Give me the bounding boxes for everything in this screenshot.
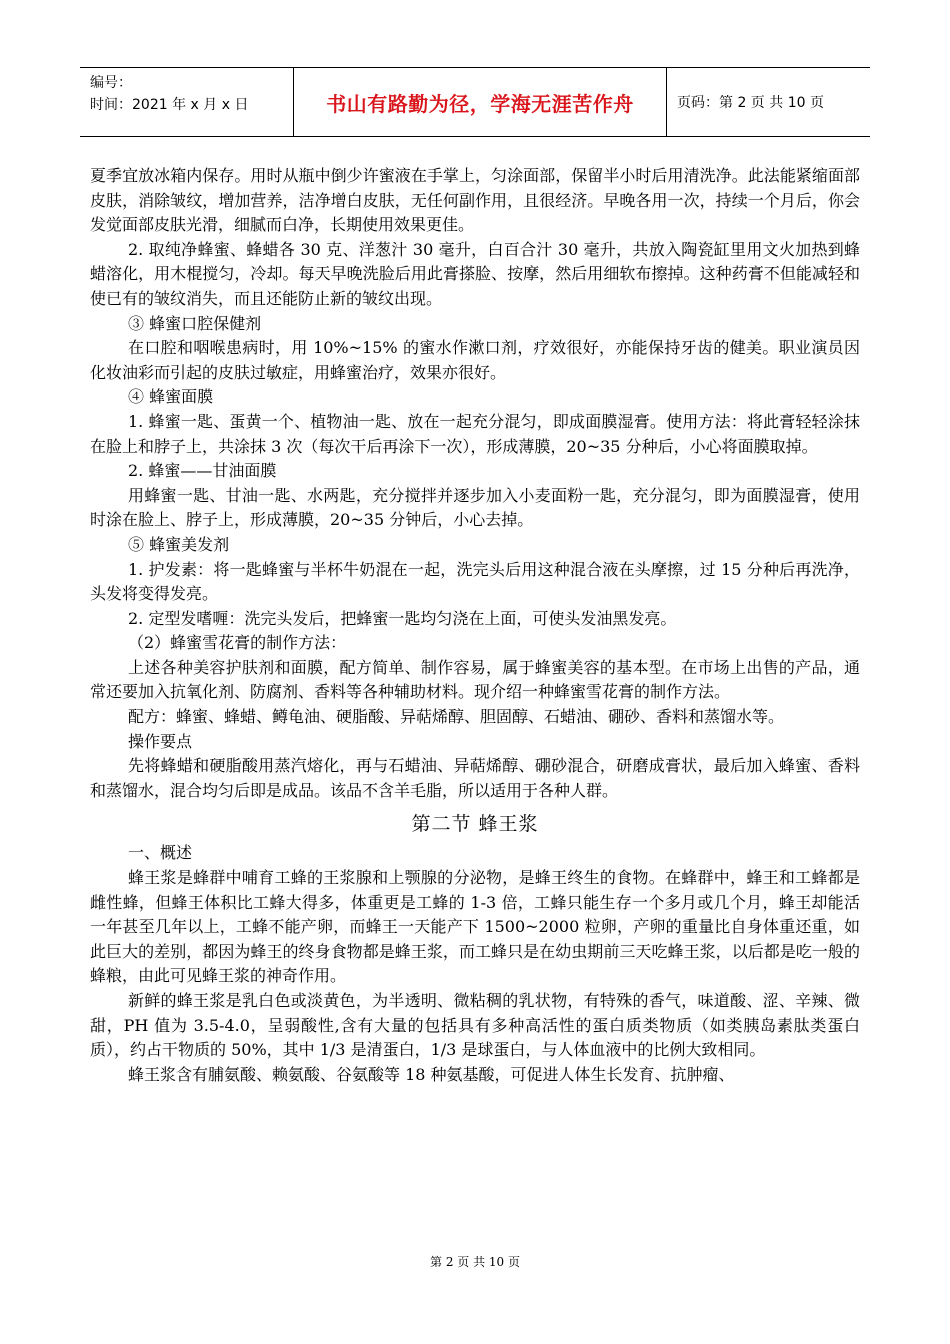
body-paragraph: ③ 蜂蜜口腔保健剂 (128, 313, 262, 333)
body-paragraph: 在口腔和咽喉患病时，用 10%~15% 的蜜水作漱口剂，疗效很好，亦能保持牙齿的健美。职业演员因化妆油彩而引起的皮肤过敏症，用蜂蜜治疗，效果亦很好。 (90, 338, 860, 382)
header-meta (80, 68, 294, 136)
body-paragraph: 2. 定型发嗜喱：洗完头发后，把蜂蜜一匙均匀浇在上面，可使头发油黑发亮。 (128, 608, 677, 628)
body-paragraph: 操作要点 (128, 731, 193, 751)
body-paragraph: 一、概述 (128, 843, 193, 863)
body-paragraph: （2）蜂蜜雪花膏的制作方法： (128, 633, 347, 653)
page-footer (0, 1253, 950, 1270)
header-motto: 书山有路勤为径，学海无涯苦作舟 (326, 91, 634, 116)
body-paragraph: 1. 蜂蜜一匙、蛋黄一个、植物油一匙、放在一起充分混匀，即成面膜湿膏。使用方法：将此膏轻轻涂抹在脸上和脖子上，共涂抹 3 次（每次干后再涂下一次），形成薄膜，20~35 分种后，小心将面膜取掉。 (90, 411, 860, 456)
header-motto-cell (294, 68, 667, 136)
body-paragraph: 配方：蜂蜜、蜂蜡、鳟龟油、硬脂酸、异萜烯醇、胆固醇、石蜡油、硼砂、香料和蒸馏水等。 (128, 707, 785, 727)
section-heading: 第二节 蜂王浆 (411, 813, 539, 836)
body-paragraph: 夏季宜放冰箱内保存。用时从瓶中倒少许蜜液在手掌上，匀涂面部，保留半小时后用清洗净。此法能紧缩面部皮肤，消除皱纹，增加营养，洁净增白皮肤，无任何副作用，且很经济。早晚各用一次，持续一个月后，你会发觉面部皮肤光滑，细腻而白净，长期使用效果更佳。 (90, 166, 860, 235)
body-paragraph: 上述各种美容护肤剂和面膜，配方简单、制作容易，属于蜂蜜美容的基本型。在市场上出售的产品，通常还要加入抗氧化剂、防腐剂、香料等各种辅助材料。现介绍一种蜂蜜雪花膏的制作方法。 (90, 657, 860, 702)
document-date-label: 时间：2021 年 x 月 x 日 (90, 97, 249, 113)
body-paragraph: 蜂王浆含有脯氨酸、赖氨酸、谷氨酸等 18 种氨基酸，可促进人体生长发育、抗肿瘤、 (128, 1064, 735, 1084)
document-number-label: 编号： (90, 75, 132, 91)
body-paragraph: 蜂王浆是蜂群中哺育工蜂的王浆腺和上颚腺的分泌物，是蜂王终生的食物。在蜂群中，蜂王和工蜂都是雌性蜂，但蜂王体积比工蜂大得多，体重更是工蜂的 1-3 倍，工蜂只能生存一个多月或几个月，蜂王却能活一年甚至几年以上，工蜂不能产卵，而蜂王一天能产下 1500~2000 粒卵，产卵的重量比自身体重还重，如此巨大的差别，都因为蜂王的终身食物都是蜂王浆，而工蜂只是在幼虫期前三天吃蜂王浆，以后都是吃一般的蜂粮，由此可见蜂王浆的神奇作用。 (90, 868, 860, 986)
body-paragraph: 1. 护发素：将一匙蜂蜜与半杯牛奶混在一起，洗完头后用这种混合液在头摩擦，过 15 分种后再洗净，头发将变得发亮。 (90, 559, 860, 604)
header-page-cell (667, 68, 824, 136)
page-header (80, 67, 870, 137)
footer-page-number: 第 2 页 共 10 页 (430, 1255, 520, 1269)
document-body (90, 164, 860, 1087)
header-page-info: 页码：第 2 页 共 10 页 (677, 95, 824, 111)
body-paragraph: 新鲜的蜂王浆是乳白色或淡黄色，为半透明、微粘稠的乳状物，有特殊的香气，味道酸、涩、辛辣、微甜，PH 值为 3.5-4.0，呈弱酸性,含有大量的包括具有多种高活性的蛋白质类物质（如类胰岛素肽类蛋白质），约占干物质的 50%，其中 1/3 是清蛋白，1/3 是球蛋白，与人体血液中的比例大致相同。 (90, 991, 860, 1060)
body-paragraph: 先将蜂蜡和硬脂酸用蒸汽熔化，再与石蜡油、异萜烯醇、硼砂混合，研磨成膏状，最后加入蜂蜜、香料和蒸馏水，混合均匀后即是成品。该品不含羊毛脂，所以适用于各种人群。 (90, 756, 860, 800)
body-paragraph: ④ 蜂蜜面膜 (128, 387, 214, 407)
body-paragraph: ⑤ 蜂蜜美发剂 (128, 534, 230, 554)
body-paragraph: 用蜂蜜一匙、甘油一匙、水两匙，充分搅拌并逐步加入小麦面粉一匙，充分混匀，即为面膜湿膏，使用时涂在脸上、脖子上，形成薄膜，20~35 分钟后，小心去掉。 (90, 485, 860, 530)
body-paragraph: 2. 取纯净蜂蜜、蜂蜡各 30 克、洋葱汁 30 毫升，白百合汁 30 毫升，共放入陶瓷缸里用文火加热到蜂蜡溶化，用木棍搅匀，冷却。每天早晚洗脸后用此膏搽脸、按摩，然后用细软布擦掉。这种药膏不但能减轻和使已有的皱纹消失，而且还能防止新的皱纹出现。 (90, 239, 860, 308)
body-paragraph: 2. 蜂蜜——甘油面膜 (128, 461, 277, 481)
